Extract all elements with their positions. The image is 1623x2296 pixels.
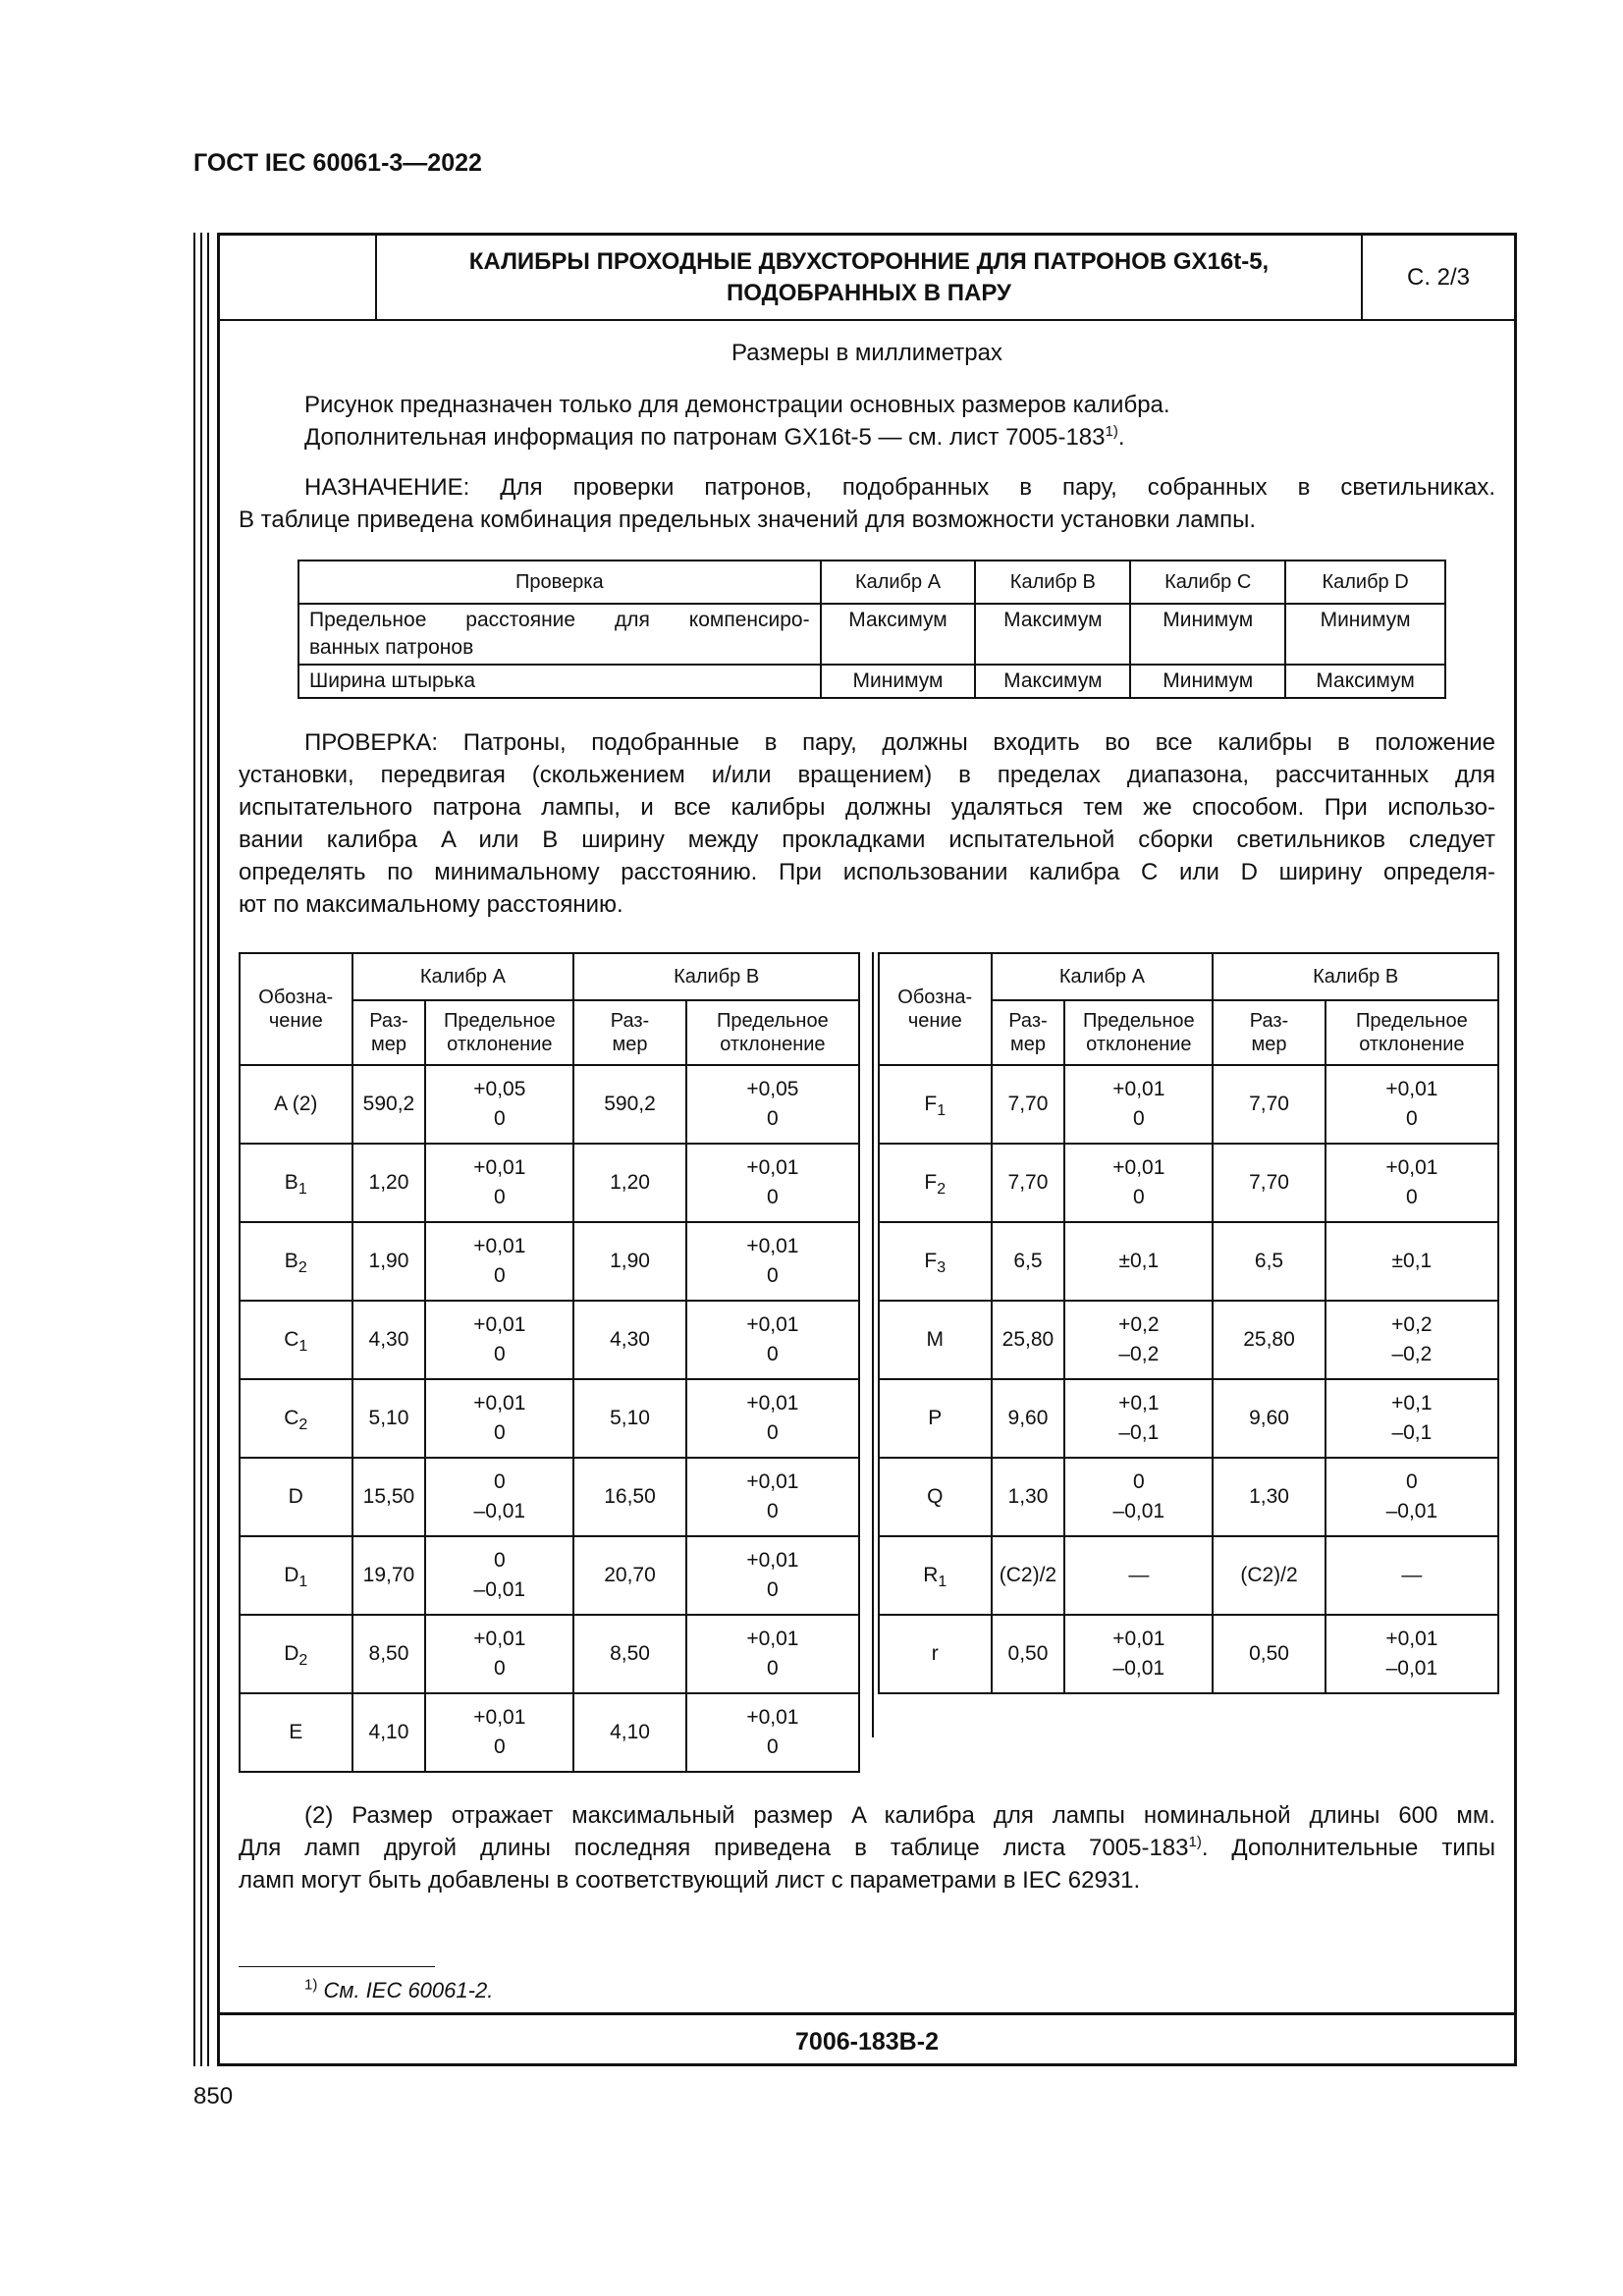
document-header: ГОСТ IEC 60061-3—2022 (193, 149, 482, 177)
deviation-a: ±0,1 (1064, 1222, 1213, 1301)
table-row (240, 1615, 859, 1693)
deviation-a: +0,01 0 (1064, 1065, 1213, 1144)
designation-header: Обозна- чение (240, 953, 352, 1065)
purpose-paragraph (239, 471, 1495, 536)
deviation-a: +0,01 0 (425, 1222, 573, 1301)
deviation-b: +0,2 –0,2 (1325, 1301, 1498, 1379)
column-header: Калибр A (821, 561, 976, 604)
size-a: 1,20 (352, 1144, 426, 1222)
deviation-b: +0,05 0 (686, 1065, 859, 1144)
table-row (240, 1693, 859, 1772)
column-header: Калибр C (1130, 561, 1285, 604)
gauge-b-header: Калибр B (573, 953, 859, 1000)
title-line: КАЛИБРЫ ПРОХОДНЫЕ ДВУХСТОРОННИЕ ДЛЯ ПАТРОНОВ GX16t-5, (468, 247, 1270, 275)
size-a: 7,70 (992, 1144, 1065, 1222)
check-label: Предельное расстояние для компенсиро- ванных патронов (298, 604, 821, 665)
table-row (879, 1301, 1498, 1379)
column-header: Калибр D (1285, 561, 1445, 604)
designation: M (879, 1301, 992, 1379)
size-b: 7,70 (1213, 1144, 1325, 1222)
size-a: (C2)/2 (992, 1536, 1065, 1615)
check-table-header (298, 561, 1445, 604)
table-row (879, 1615, 1498, 1693)
designation: $F_1$ (879, 1065, 992, 1144)
table-row (240, 1458, 859, 1536)
footnote (304, 1974, 493, 2006)
table-cell: Минимум (1130, 665, 1285, 698)
deviation-a: 0 –0,01 (1064, 1458, 1213, 1536)
size-b: 4,10 (573, 1693, 686, 1772)
deviation-b: +0,01 0 (686, 1693, 859, 1772)
table-row (879, 1144, 1498, 1222)
deviation-b: 0 –0,01 (1325, 1458, 1498, 1536)
title-block (220, 236, 1514, 321)
designation: P (879, 1379, 992, 1458)
column-header: Проверка (298, 561, 821, 604)
size-a: 1,30 (992, 1458, 1065, 1536)
deviation-a: +0,01 0 (1064, 1144, 1213, 1222)
deviation-b: +0,01 0 (686, 1379, 859, 1458)
note-paragraph (239, 1799, 1495, 1896)
size-b: 1,90 (573, 1222, 686, 1301)
purpose-line: НАЗНАЧЕНИЕ: Для проверки патронов, подобранных в пару, собранных в светильниках. (304, 474, 1495, 501)
deviation-a: +0,01 0 (425, 1615, 573, 1693)
sheet-page: С. 2/3 (1406, 263, 1471, 291)
sheet-frame (217, 233, 1517, 2066)
gauge-a-header: Калибр A (992, 953, 1214, 1000)
footnote-ref: 1) (1105, 423, 1118, 440)
margin-rule (193, 233, 195, 2066)
table-cell: Максимум (1285, 665, 1445, 698)
table-header (879, 953, 1498, 1000)
table-row (879, 1222, 1498, 1301)
margin-rule (200, 233, 202, 2066)
table-divider (872, 952, 874, 1737)
deviation-b: +0,01 0 (686, 1458, 859, 1536)
deviation-header: Предельное отклонение (686, 1000, 859, 1065)
size-header: Раз- мер (573, 1000, 686, 1065)
size-a: 7,70 (992, 1065, 1065, 1144)
table-header (240, 953, 859, 1000)
deviation-b: +0,01 0 (686, 1144, 859, 1222)
dimensions-table (878, 952, 1499, 1694)
note-line: ламп могут быть добавлены в соответствующий лист с параметрами в IEC 62931. (239, 1867, 1141, 1894)
size-a: 6,5 (992, 1222, 1065, 1301)
footnote-rule (239, 1966, 435, 1967)
deviation-b: +0,01 0 (686, 1536, 859, 1615)
size-a: 590,2 (352, 1065, 426, 1144)
size-header: Раз- мер (1213, 1000, 1325, 1065)
table-row (298, 604, 1445, 665)
size-header: Раз- мер (992, 1000, 1065, 1065)
deviation-b: +0,01 0 (1325, 1144, 1498, 1222)
size-b: 590,2 (573, 1065, 686, 1144)
deviation-b: ±0,1 (1325, 1222, 1498, 1301)
verification-line: испытательного патрона лампы, и все калибры должны удаляться тем же способом. При использо- (239, 794, 1495, 821)
designation: Q (879, 1458, 992, 1536)
size-b: 0,50 (1213, 1615, 1325, 1693)
size-b: 16,50 (573, 1458, 686, 1536)
designation: E (240, 1693, 352, 1772)
deviation-a: +0,01 –0,01 (1064, 1615, 1213, 1693)
title-blank-cell (220, 236, 377, 319)
table-row (879, 1065, 1498, 1144)
table-row (240, 1379, 859, 1458)
size-b: 7,70 (1213, 1065, 1325, 1144)
check-label: Ширина штырька (298, 665, 821, 698)
deviation-a: +0,2 –0,2 (1064, 1301, 1213, 1379)
verification-line: вании калибра A или B ширину между прокладками испытательной сборки светильников следует (239, 827, 1495, 853)
deviation-a: +0,1 –0,1 (1064, 1379, 1213, 1458)
deviation-a: 0 –0,01 (425, 1536, 573, 1615)
designation: $R_1$ (879, 1536, 992, 1615)
deviation-a: +0,01 0 (425, 1301, 573, 1379)
deviation-b: +0,01 0 (686, 1615, 859, 1693)
deviation-a: +0,01 0 (425, 1144, 573, 1222)
size-b: 1,30 (1213, 1458, 1325, 1536)
size-a: 4,30 (352, 1301, 426, 1379)
note-line: (2) Размер отражает максимальный размер A калибра для лампы номинальной длины 600 мм. (304, 1802, 1495, 1829)
table-row (298, 665, 1445, 698)
footnote-text: См. IEC 60061-2. (323, 1978, 494, 2002)
size-b: (C2)/2 (1213, 1536, 1325, 1615)
designation: $D_2$ (240, 1615, 352, 1693)
margin-rule (207, 233, 209, 2066)
check-table (298, 560, 1446, 699)
sheet-title (377, 236, 1363, 319)
deviation-header: Предельное отклонение (425, 1000, 573, 1065)
size-a: 5,10 (352, 1379, 426, 1458)
dimensions-table (239, 952, 860, 1773)
size-b: 5,10 (573, 1379, 686, 1458)
size-b: 6,5 (1213, 1222, 1325, 1301)
size-a: 1,90 (352, 1222, 426, 1301)
verification-line: установки, передвигая (скольжением и/или вращением) в пределах диапазона, рассчитанных для (239, 762, 1495, 788)
page-number: 850 (193, 2083, 234, 2109)
deviation-b: +0,01 0 (686, 1301, 859, 1379)
designation: $B_2$ (240, 1222, 352, 1301)
deviation-header: Предельное отклонение (1064, 1000, 1213, 1065)
table-cell: Минимум (1130, 604, 1285, 665)
deviation-b: — (1325, 1536, 1498, 1615)
size-b: 4,30 (573, 1301, 686, 1379)
gauge-a-header: Калибр A (352, 953, 574, 1000)
designation: r (879, 1615, 992, 1693)
footnote-mark: 1) (304, 1976, 318, 1994)
verification-line: ют по максимальному расстоянию. (239, 891, 623, 918)
table-row (240, 1536, 859, 1615)
deviation-a: +0,05 0 (425, 1065, 573, 1144)
table-row (879, 1379, 1498, 1458)
deviation-a: +0,01 0 (425, 1379, 573, 1458)
designation: D (240, 1458, 352, 1536)
deviation-header: Предельное отклонение (1325, 1000, 1498, 1065)
size-a: 25,80 (992, 1301, 1065, 1379)
size-a: 15,50 (352, 1458, 426, 1536)
column-header: Калибр B (975, 561, 1130, 604)
deviation-a: +0,01 0 (425, 1693, 573, 1772)
designation-header: Обозна- чение (879, 953, 992, 1065)
table-row (240, 1144, 859, 1222)
size-b: 8,50 (573, 1615, 686, 1693)
deviation-a: 0 –0,01 (425, 1458, 573, 1536)
size-b: 25,80 (1213, 1301, 1325, 1379)
size-a: 4,10 (352, 1693, 426, 1772)
size-b: 1,20 (573, 1144, 686, 1222)
verification-line: определять по минимальному расстоянию. При использовании калибра C или D ширину определя- (239, 859, 1495, 885)
footnote-ref: 1) (1188, 1834, 1202, 1850)
table-cell: Максимум (975, 604, 1130, 665)
title-line: ПОДОБРАННЫХ В ПАРУ (727, 279, 1011, 306)
table-row (240, 1065, 859, 1144)
deviation-a: — (1064, 1536, 1213, 1615)
size-b: 20,70 (573, 1536, 686, 1615)
units-note: Размеры в миллиметрах (731, 340, 1002, 366)
table-row (879, 1536, 1498, 1615)
size-a: 8,50 (352, 1615, 426, 1693)
verification-line: ПРОВЕРКА: Патроны, подобранные в пару, должны входить во все калибры в положение (304, 729, 1495, 756)
deviation-b: +0,01 –0,01 (1325, 1615, 1498, 1693)
gauge-b-header: Калибр B (1213, 953, 1498, 1000)
table-row (240, 1301, 859, 1379)
deviation-b: +0,01 0 (1325, 1065, 1498, 1144)
verification-paragraph (239, 726, 1495, 921)
table-row (240, 1222, 859, 1301)
table-cell: Максимум (821, 604, 976, 665)
table-cell: Минимум (821, 665, 976, 698)
sheet-number: 7006-183B-2 (220, 2012, 1514, 2069)
note-line: Для ламп другой длины последняя приведена в таблице листа 7005-183$^{1)}$. Дополнительные типы (239, 1834, 1495, 1861)
deviation-b: +0,1 –0,1 (1325, 1379, 1498, 1458)
size-header: Раз- мер (352, 1000, 426, 1065)
table-cell: Максимум (975, 665, 1130, 698)
deviation-b: +0,01 0 (686, 1222, 859, 1301)
designation: $F_3$ (879, 1222, 992, 1301)
table-cell: Минимум (1285, 604, 1445, 665)
intro-paragraph (304, 389, 1170, 454)
size-a: 9,60 (992, 1379, 1065, 1458)
designation: $D_1$ (240, 1536, 352, 1615)
intro-line: Рисунок предназначен только для демонстрации основных размеров калибра. (304, 392, 1170, 418)
intro-line: Дополнительная информация по патронам GX16t-5 — см. лист 7005-183$^{1)}$. (304, 423, 1125, 451)
designation: $C_1$ (240, 1301, 352, 1379)
purpose-line: В таблице приведена комбинация предельных значений для возможности установки лампы. (239, 507, 1256, 533)
size-a: 19,70 (352, 1536, 426, 1615)
size-a: 0,50 (992, 1615, 1065, 1693)
designation: A (2) (240, 1065, 352, 1144)
table-row (879, 1458, 1498, 1536)
designation: $C_2$ (240, 1379, 352, 1458)
designation: $B_1$ (240, 1144, 352, 1222)
size-b: 9,60 (1213, 1379, 1325, 1458)
designation: $F_2$ (879, 1144, 992, 1222)
